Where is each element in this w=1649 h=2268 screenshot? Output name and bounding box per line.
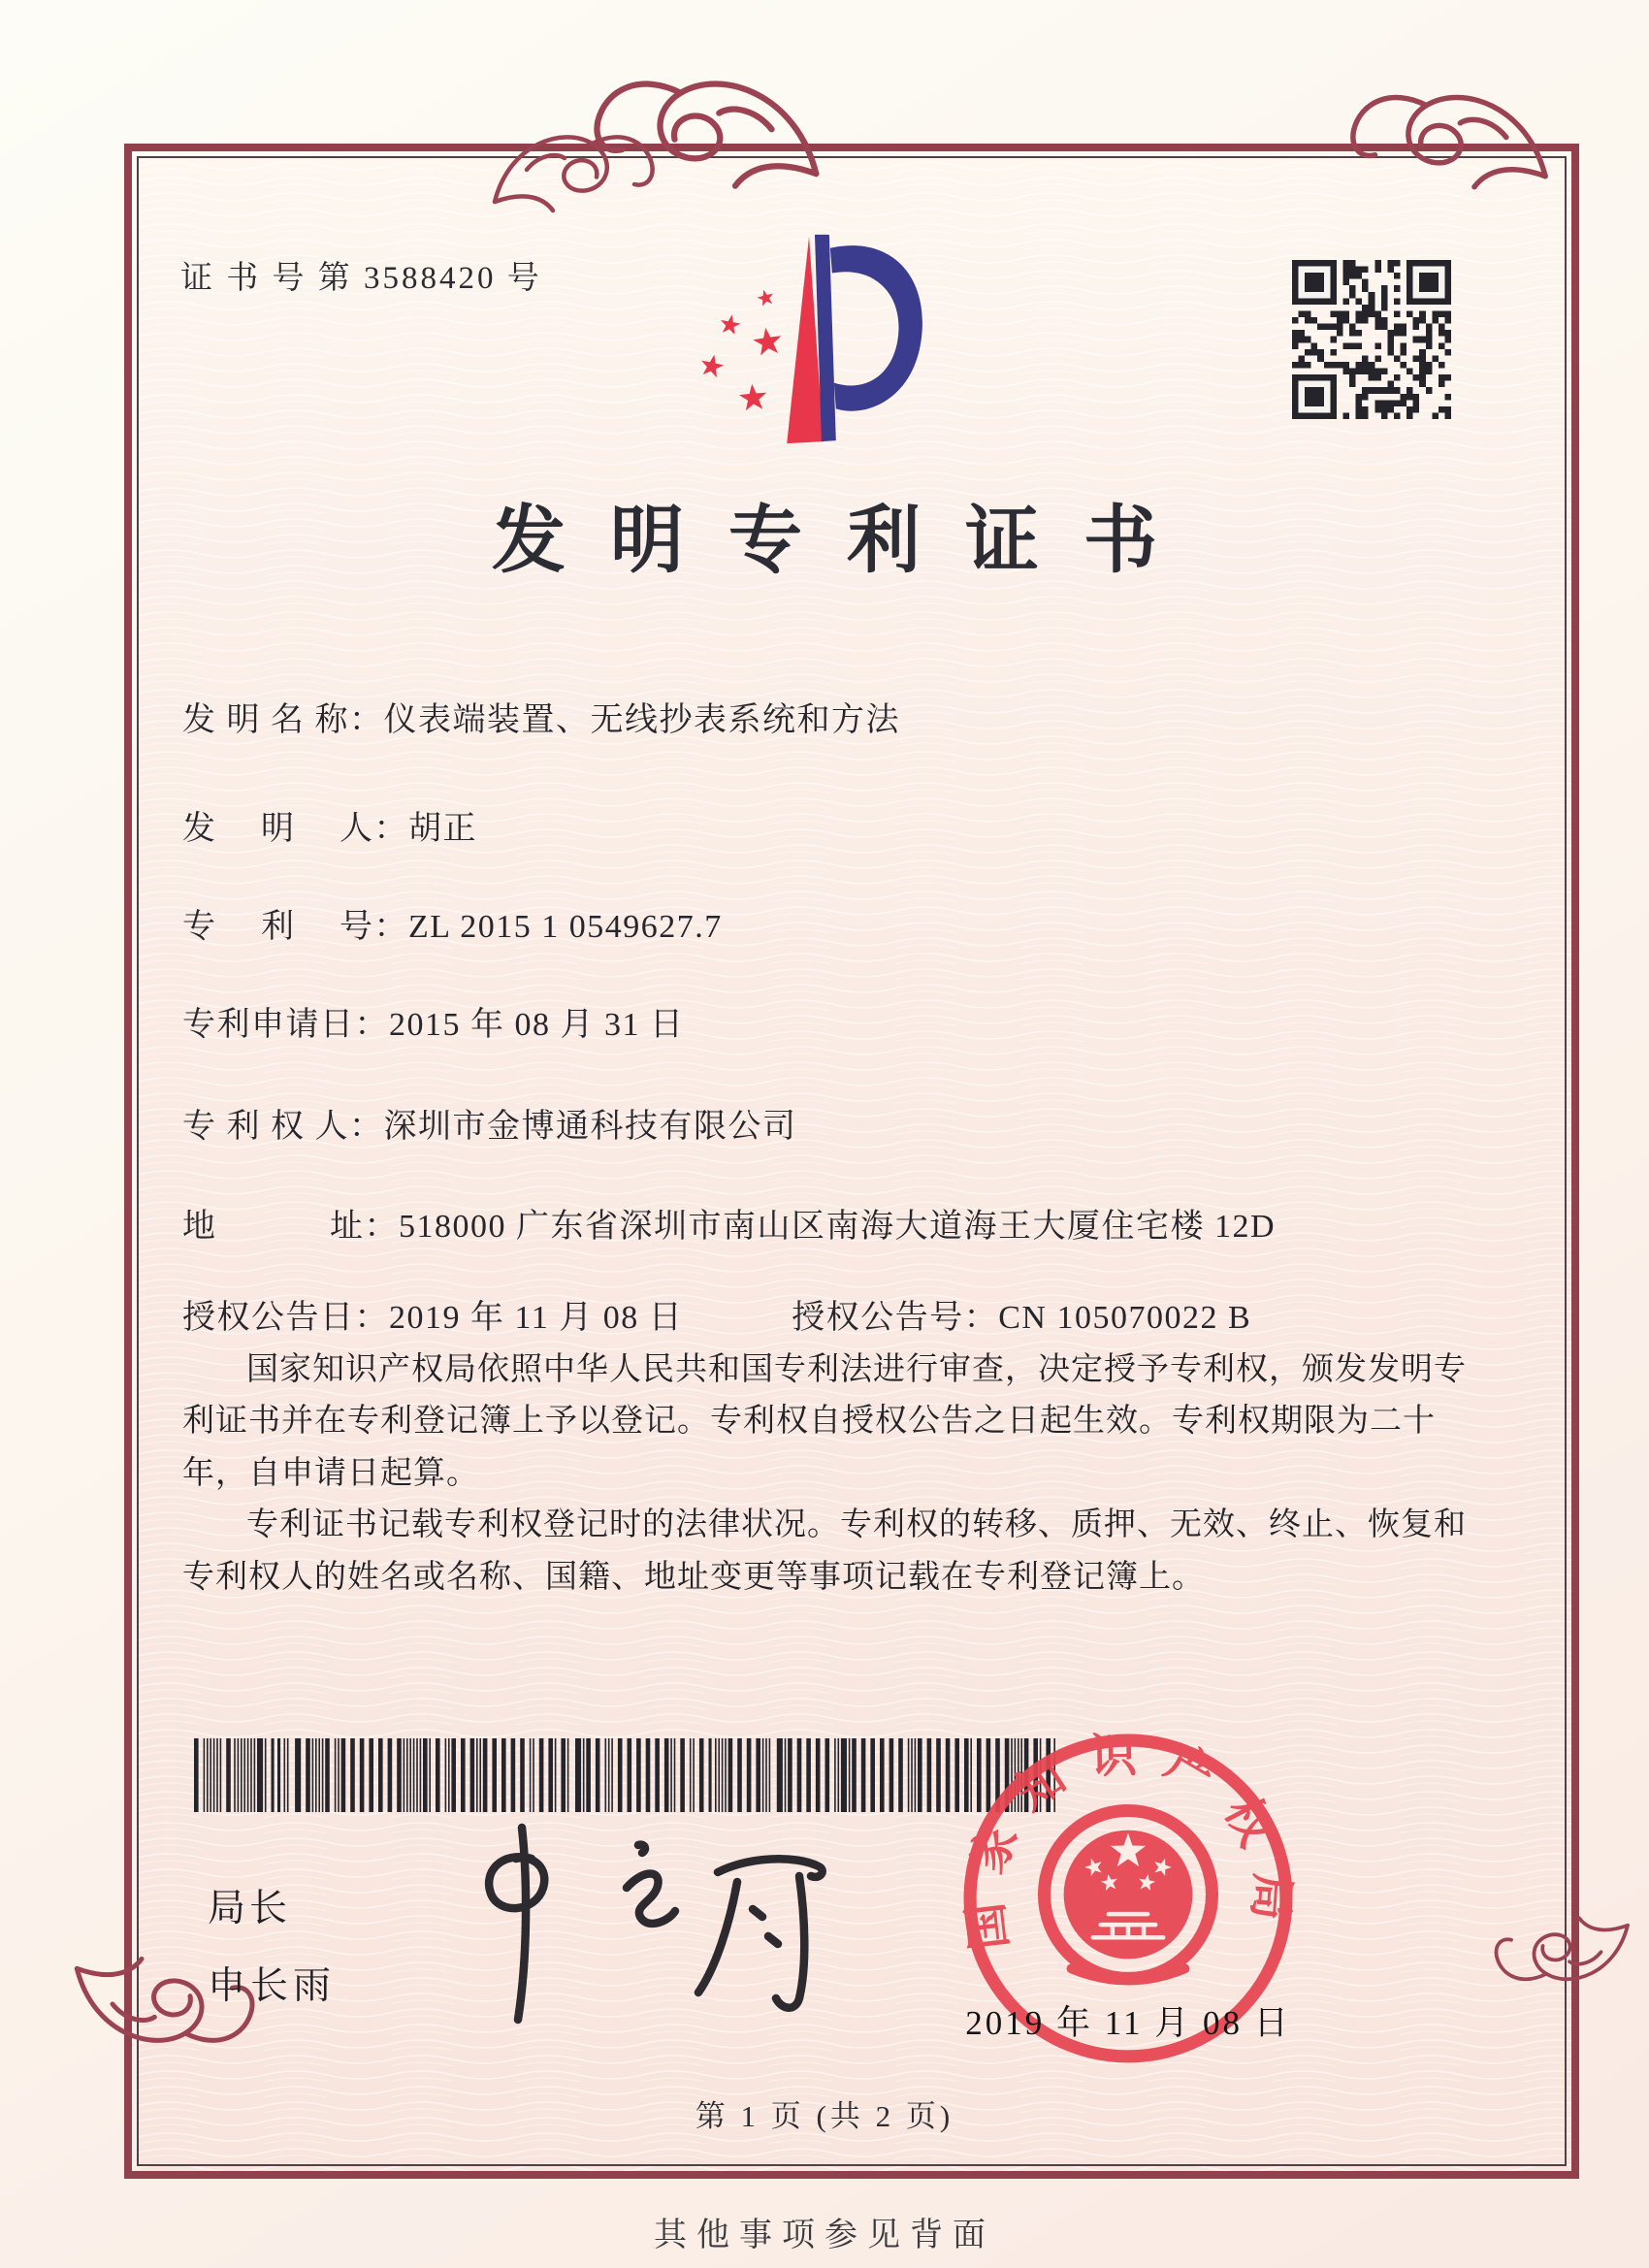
qr-code	[1292, 260, 1451, 419]
field-label: 发 明 人：	[182, 811, 408, 847]
field-application-date	[182, 997, 685, 1045]
field-label: 发 明 名 称：	[182, 702, 384, 738]
certificate-title: 发明专利证书	[492, 501, 1202, 582]
certificate-number: 证 书 号 第 3588420 号	[180, 261, 542, 296]
cnipa-logo-icon	[667, 219, 958, 460]
field-value: 2015 年 08 月 31 日	[389, 1007, 685, 1043]
field-address	[182, 1199, 1276, 1247]
page-number: 第 1 页 (共 2 页)	[695, 2099, 954, 2133]
field-value: 仪表端装置、无线抄表系统和方法	[383, 702, 900, 738]
field-label: 专 利 权 人：	[182, 1109, 384, 1145]
seal-date: 2019 年 11 月 08 日	[965, 2004, 1291, 2042]
flourish-ornament	[1492, 1913, 1637, 1998]
field-label: 地 址：	[182, 1209, 399, 1245]
field-label: 专利申请日：	[182, 1007, 389, 1043]
legal-paragraph: 国家知识产权局依照中华人民共和国专利法进行审查，决定授予专利权，颁发发明专利证书并在专利登记簿上予以登记。专利权自授权公告之日起生效。专利权期限为二十年，自申请日起算。	[182, 1352, 1467, 1491]
director-signature	[407, 1812, 854, 2045]
national-emblem-icon	[1045, 1810, 1212, 1980]
legal-paragraph: 专利证书记载专利权登记时的法律状况。专利权的转移、质押、无效、终止、恢复和专利权人的姓名或名称、国籍、地址变更等事项记载在专利登记簿上。	[182, 1507, 1467, 1595]
seal-text: 国家知识产权局	[957, 1730, 1298, 1953]
legal-text	[182, 1345, 1471, 1604]
flourish-ornament	[590, 52, 832, 194]
field-value: 2019 年 11 月 08 日	[389, 1300, 684, 1336]
field-inventor	[182, 801, 477, 849]
back-note: 其他事项参见背面	[654, 2218, 995, 2253]
field-patentee	[182, 1099, 797, 1147]
field-value: CN 105070022 B	[998, 1300, 1252, 1336]
field-value: 胡正	[408, 811, 477, 847]
field-invention-name	[182, 693, 900, 740]
field-patent-number	[182, 899, 723, 947]
field-label: 专 利 号：	[182, 909, 408, 945]
barcode	[194, 1738, 1055, 1812]
field-value: 深圳市金博通科技有限公司	[383, 1109, 797, 1145]
field-grant-info	[182, 1290, 1251, 1338]
field-value: 518000 广东省深圳市南山区南海大道海王大厦住宅楼 12D	[399, 1209, 1277, 1245]
field-label: 授权公告日：	[182, 1300, 389, 1336]
flourish-ornament	[1346, 70, 1560, 194]
field-label: 授权公告号：	[792, 1300, 999, 1336]
director-title: 局长	[208, 1888, 292, 1929]
field-value: ZL 2015 1 0549627.7	[408, 909, 723, 945]
director-name: 申长雨	[208, 1965, 337, 2007]
